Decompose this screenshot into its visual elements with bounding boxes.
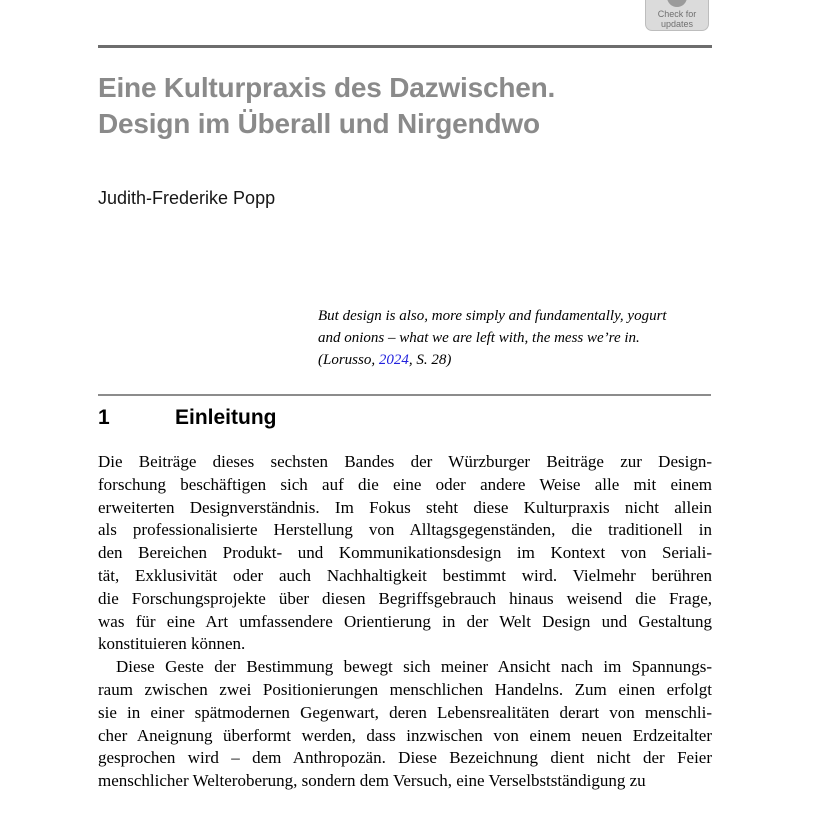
text-line: den Bereichen Produkt- und Kommunikationsdesign im Kontext von Seriali- <box>98 543 712 563</box>
section-number: 1 <box>98 406 110 429</box>
section-heading <box>98 404 712 432</box>
text-line: gesprochen wird – dem Anthropozän. Diese Bezeichnung dient nicht der Feier <box>98 748 712 768</box>
section-rule <box>98 394 711 396</box>
text-line: raum zwischen zwei Positionierungen menschlichen Handelns. Zum einen erfolgt <box>98 679 712 699</box>
text-line: But design is also, more simply and fundamentally, yogurt <box>318 308 667 324</box>
text-line: cher Aneignung überformt werden, dass inzwischen von einem neuen Erdzeitalter <box>98 725 712 745</box>
text-line: Diese Geste der Bestimmung bewegt sich meiner Ansicht nach im Spannungs- <box>116 657 712 677</box>
text-line: konstituieren können. <box>98 634 246 654</box>
text-line: erweiterten Designverständnis. Im Fokus steht diese Kulturpraxis nicht allein <box>98 497 712 517</box>
section-title: Einleitung <box>175 406 277 429</box>
text-line: sie in einer spätmodernen Gegenwart, deren Lebensrealitäten derart von menschli- <box>98 702 712 722</box>
badge-label-line1: Check for <box>657 9 697 19</box>
text-line: tät, Exklusivität oder auch Nachhaltigkeit bestimmt wird. Vielmehr berühren <box>98 565 712 585</box>
text-line: die Forschungsprojekte über diesen Begriffsgebrauch hinaus weisend die Frage, <box>98 588 712 608</box>
paragraph-2 <box>98 656 712 793</box>
header-rule <box>98 45 712 48</box>
epigraph-quote <box>318 305 718 371</box>
body-text <box>98 451 712 793</box>
article-title <box>98 70 738 142</box>
author-name: Judith-Frederike Popp <box>98 188 276 208</box>
citation-year-link[interactable]: 2024 <box>378 352 409 368</box>
check-for-updates-badge[interactable] <box>645 0 709 31</box>
text-line: als professionalisierte Herstellung von Alltagsgegenständen, die traditionell in <box>98 520 712 540</box>
text-line: and onions – what we are left with, the mess we’re in. <box>318 330 640 346</box>
text-line: Die Beiträge dieses sechsten Bandes der Würzburger Beiträge zur Design- <box>98 452 712 471</box>
citation-suffix: , S. 28) <box>408 352 452 368</box>
paragraph-1 <box>98 451 712 656</box>
citation-prefix: (Lorusso, <box>318 352 379 368</box>
crossmark-logo-icon <box>667 0 687 7</box>
text-line: was für eine Art umfassendere Orientierung in der Welt Design und Gestaltung <box>98 611 712 631</box>
article-title-line2: Design im Überall und Nirgendwo <box>98 108 540 139</box>
text-line: menschlicher Welteroberung, sondern dem Versuch, eine Verselbstständigung zu <box>98 771 646 791</box>
epigraph-citation <box>318 349 718 371</box>
article-title-line1: Eine Kulturpraxis des Dazwischen. <box>98 72 556 103</box>
text-line: forschung beschäftigen sich auf die eine oder andere Weise alle mit einem <box>98 474 712 494</box>
badge-label-line2: updates <box>660 19 694 29</box>
